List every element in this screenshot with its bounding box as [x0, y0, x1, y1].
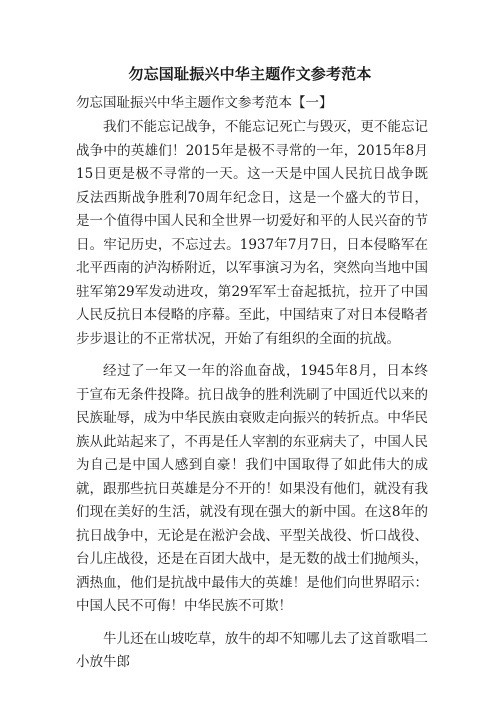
document-title: 勿忘国耻振兴中华主题作文参考范本 — [128, 65, 372, 83]
document-subtitle: 勿忘国耻振兴中华主题作文参考范本【一】 — [76, 95, 333, 111]
paragraph-2: 经过了一年又一年的浴血奋战，1945年8月，日本终于宣布无条件投降。抗日战争的胜利洗刷了中国近代以来的民族耻辱，成为中华民族由衰败走向振兴的转折点。中华民族从此站起来了，不再是任人宰割的东亚病夫了，中国人民为自己是中国人感到自豪！我们中国取得了如此伟大的成就，跟那些抗日英雄是分不开的！如果没有他们，就没有我们现在美好的生活，就没有现在强大的新中国。在这8年的抗日战争中，无论是在淞沪会战、平型关战役、忻口战役、台儿庄战役，还是在百团大战中，是无数的战士们抛颅头，洒热血，他们是抗战中最伟大的英雄！是他们向世界昭示：中国人民不可侮！中华民族不可欺！ — [76, 363, 428, 614]
paragraph-1: 我们不能忘记战争，不能忘记死亡与毁灭，更不能忘记战争中的英雄们！2015年是极不寻常的一年，2015年8月15日更是极不寻常的一天。这一天是中国人民抗日战争既反法西斯战争胜利70周年纪念日，这是一个盛大的节日，是一个值得中国人民和全世界一切爱好和平的人民兴奋的节日。牢记历史，不忘过去。1937年7月7日，日本侵略军在北平西南的泸沟桥附近，以军事演习为名，突然向当地中国驻军第29军发动进攻，第29军军士奋起抵抗，拉开了中国人民反抗日本侵略的序幕。至此，中国结束了对日本侵略者步步退让的不正常状况，开始了有组织的全面的抗战。 — [76, 119, 428, 347]
document-body — [76, 116, 428, 684]
paragraph-3: 牛儿还在山坡吃草，放牛的却不知哪儿去了这首歌唱二小放牛郎 — [76, 630, 428, 670]
